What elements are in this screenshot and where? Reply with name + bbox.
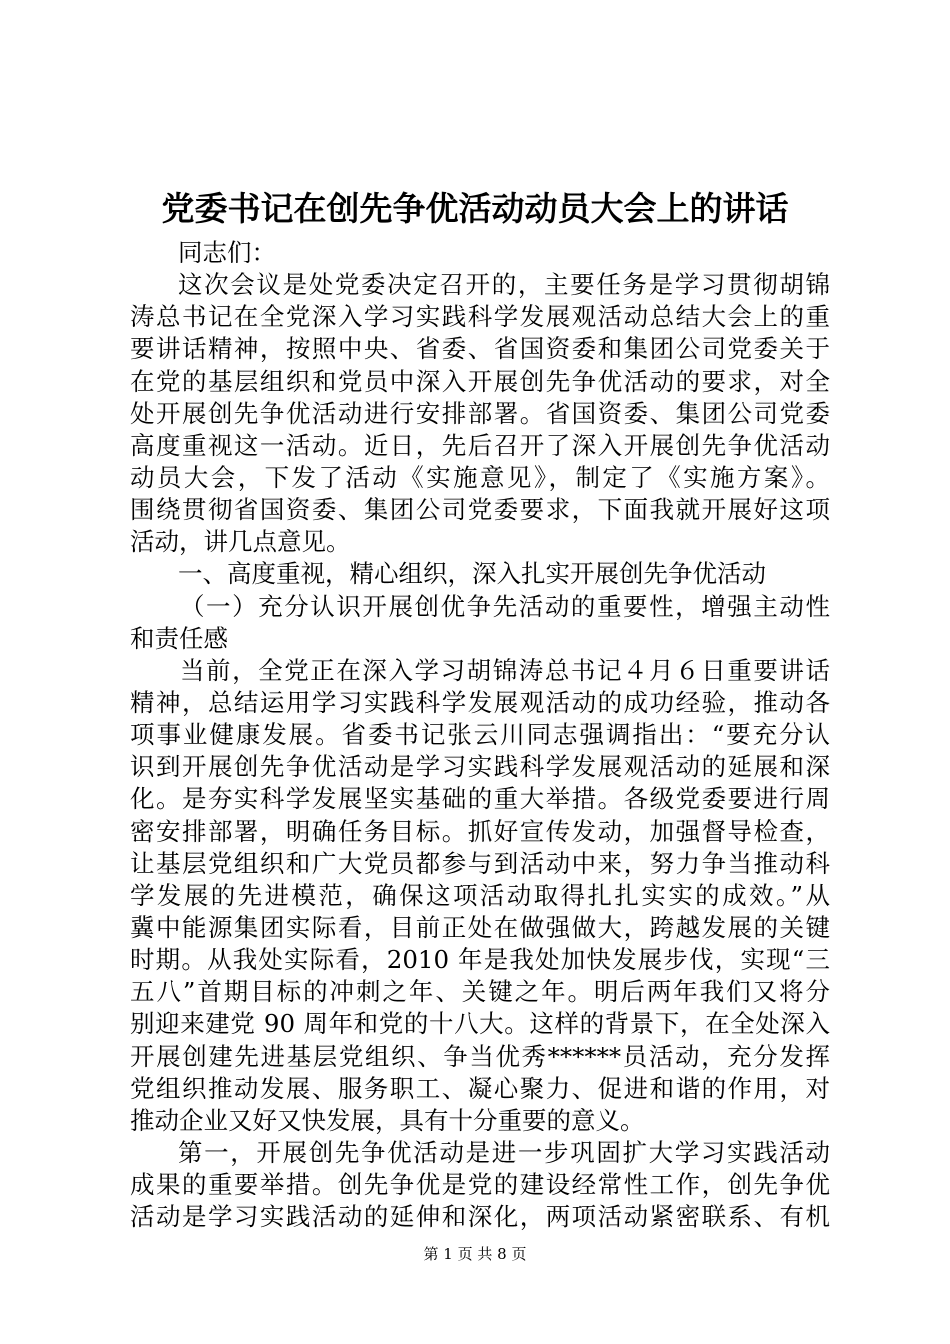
text-line: 五八”首期目标的冲刺之年、关键之年。明后两年我们又将分 bbox=[130, 977, 830, 1007]
subsection-heading: （一）充分认识开展创优争先活动的重要性，增强主动性 bbox=[180, 591, 830, 621]
text-line: 成果的重要举措。创先争优是党的建设经常性工作，创先争优 bbox=[130, 1170, 830, 1200]
text-line: 第一，开展创先争优活动是进一步巩固扩大学习实践活动 bbox=[178, 1137, 830, 1167]
subsection-heading-cont: 和责任感 bbox=[130, 623, 228, 653]
text-line: 别迎来建党 90 周年和党的十八大。这样的背景下，在全处深入 bbox=[130, 1009, 830, 1039]
text-line: 动员大会，下发了活动《实施意见》，制定了《实施方案》。 bbox=[130, 462, 830, 492]
text-line: 高度重视这一活动。近日，先后召开了深入开展创先争优活动 bbox=[130, 430, 830, 460]
text-line: 当前，全党正在深入学习胡锦涛总书记４月６日重要讲话 bbox=[180, 655, 830, 685]
text-line: 识到开展创先争优活动是学习实践科学发展观活动的延展和深 bbox=[130, 752, 830, 782]
text-line: 冀中能源集团实际看，目前正处在做强做大，跨越发展的关键 bbox=[130, 912, 830, 942]
document-body bbox=[130, 237, 830, 1233]
text-line: 这次会议是处党委决定召开的，主要任务是学习贯彻胡锦 bbox=[178, 270, 830, 300]
section-heading: 一、高度重视，精心组织，深入扎实开展创先争优活动 bbox=[178, 559, 766, 589]
text-line: 涛总书记在全党深入学习实践科学发展观活动总结大会上的重 bbox=[130, 302, 830, 332]
document-title: 党委书记在创先争优活动动员大会上的讲话 bbox=[161, 189, 789, 228]
text-line: 密安排部署，明确任务目标。抓好宣传发动，加强督导检查， bbox=[130, 816, 830, 846]
text-line: 学发展的先进模范，确保这项活动取得扎扎实实的成效。”从 bbox=[130, 880, 830, 910]
text-line: 精神，总结运用学习实践科学发展观活动的成功经验，推动各 bbox=[130, 687, 830, 717]
text-line: 推动企业又好又快发展，具有十分重要的意义。 bbox=[130, 1105, 645, 1135]
text-line: 同志们： bbox=[178, 238, 276, 267]
text-line: 在党的基层组织和党员中深入开展创先争优活动的要求，对全 bbox=[130, 366, 830, 396]
text-line: 活动，讲几点意见。 bbox=[130, 527, 351, 557]
text-line: 时期。从我处实际看，2010 年是我处加快发展步伐，实现“三 bbox=[130, 945, 830, 975]
text-line: 要讲话精神，按照中央、省委、省国资委和集团公司党委关于 bbox=[130, 334, 830, 364]
text-line: 化。是夯实科学发展坚实基础的重大举措。各级党委要进行周 bbox=[130, 784, 830, 814]
text-line: 让基层党组织和广大党员都参与到活动中来，努力争当推动科 bbox=[130, 848, 830, 878]
page-footer: 第 1 页 共 8 页 bbox=[423, 1245, 527, 1263]
text-line: 项事业健康发展。省委书记张云川同志强调指出：“要充分认 bbox=[130, 720, 830, 750]
text-line: 活动是学习实践活动的延伸和深化，两项活动紧密联系、有机 bbox=[130, 1202, 830, 1232]
text-line: 处开展创先争优活动进行安排部署。省国资委、集团公司党委 bbox=[130, 398, 830, 428]
text-line: 党组织推动发展、服务职工、凝心聚力、促进和谐的作用，对 bbox=[130, 1073, 830, 1103]
text-line: 开展创建先进基层党组织、争当优秀******员活动，充分发挥 bbox=[130, 1041, 830, 1071]
text-line: 围绕贯彻省国资委、集团公司党委要求，下面我就开展好这项 bbox=[130, 495, 830, 525]
